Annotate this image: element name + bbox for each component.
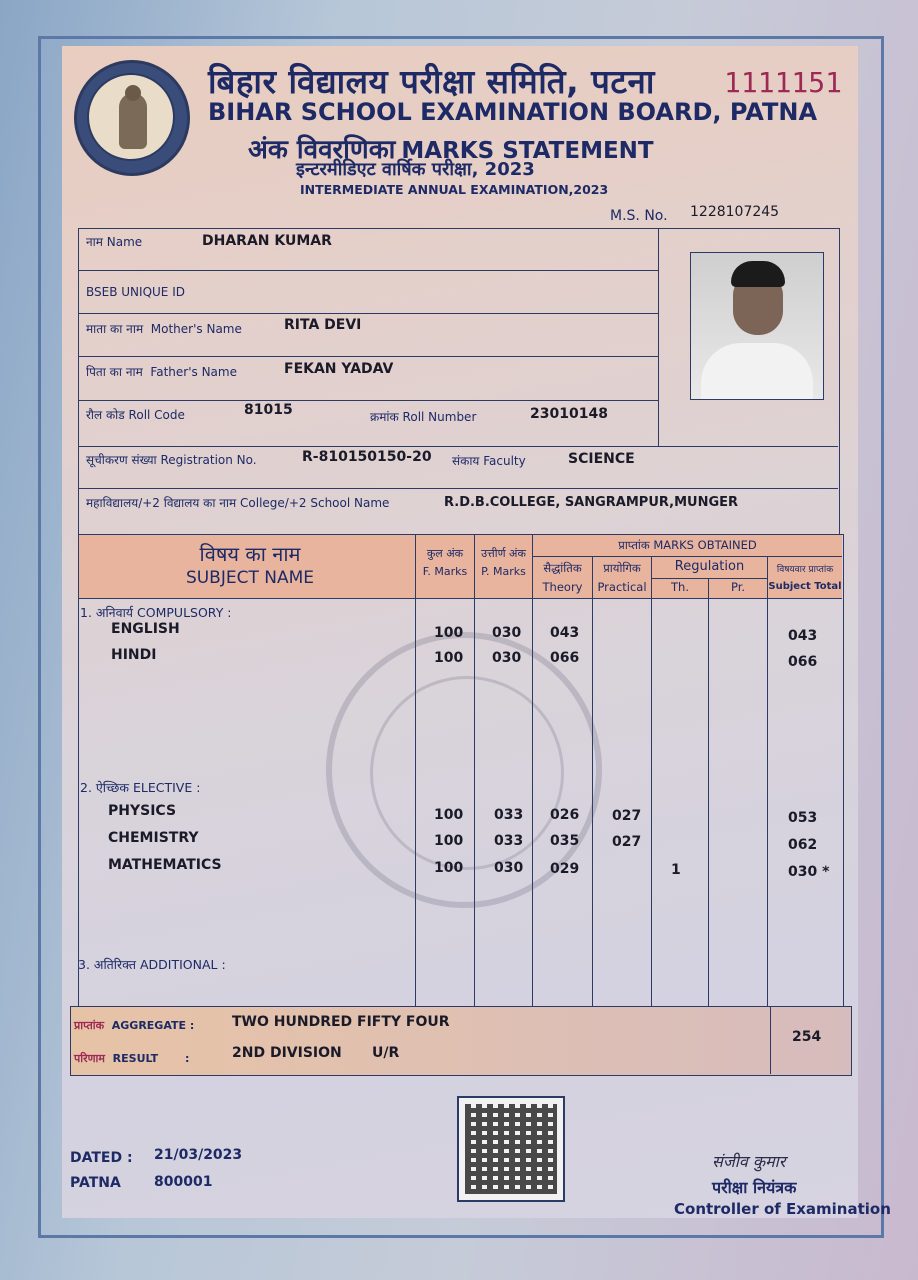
aggregate-total: 254: [792, 1029, 822, 1045]
practical-header-en: Practical: [597, 580, 647, 594]
subject-name-header-en: SUBJECT NAME: [185, 568, 315, 588]
place-label: PATNA: [70, 1175, 121, 1191]
ms-no-value: 1228107245: [690, 204, 780, 220]
pass-marks: 030: [494, 860, 524, 876]
marks-obtained-header: प्राप्तांक MARKS OBTAINED: [618, 538, 757, 552]
qr-code: [457, 1096, 565, 1202]
theory-header-en: Theory: [542, 580, 583, 594]
practical-marks: 027: [612, 808, 642, 824]
mother-name-label: माता का नाम Mother's Name: [86, 322, 242, 336]
subject-name: ENGLISH: [111, 621, 180, 637]
statement-title-hindi: अंक विवरणिका: [248, 135, 396, 165]
full-marks: 100: [434, 833, 464, 849]
uid-label: BSEB UNIQUE ID: [86, 285, 185, 299]
serial-number: 1111151: [724, 66, 843, 99]
theory-marks: 026: [550, 807, 580, 823]
theory-marks: 035: [550, 833, 580, 849]
board-seal-logo: [74, 60, 190, 176]
result-label: परिणाम RESULT :: [74, 1052, 190, 1065]
compulsory-section-label: 1. अनिवार्य COMPULSORY :: [80, 605, 232, 620]
student-name: DHARAN KUMAR: [202, 233, 332, 249]
controller-signature: संजीव कुमार: [712, 1152, 786, 1171]
board-name-hindi: बिहार विद्यालय परीक्षा समिति, पटना: [208, 62, 655, 101]
ms-no-label: M.S. No.: [610, 208, 668, 224]
issue-date: 21/03/2023: [154, 1147, 243, 1163]
subject-name: MATHEMATICS: [108, 857, 222, 873]
result-division: 2ND DIVISION: [232, 1045, 342, 1061]
subject-name-header-hi: विषय का नाम: [199, 542, 301, 566]
additional-section-label: 3. अतिरिक्त ADDITIONAL :: [78, 957, 226, 972]
full-marks-header-en: F. Marks: [422, 565, 468, 578]
registration-label: सूचीकरण संख्या Registration No.: [86, 453, 257, 467]
controller-title-english: Controller of Examination: [674, 1200, 891, 1218]
controller-title-hindi: परीक्षा नियंत्रक: [712, 1178, 797, 1197]
subject-total-header-hi: विषयवार प्राप्तांक: [776, 565, 834, 575]
regulation-theory-marks: 1: [671, 862, 681, 878]
theory-header-hi: सैद्धांतिक: [543, 561, 582, 575]
pass-marks: 030: [492, 625, 522, 641]
full-marks: 100: [434, 807, 464, 823]
subject-total: 030 *: [788, 864, 830, 880]
full-marks: 100: [434, 650, 464, 666]
board-name-english: BIHAR SCHOOL EXAMINATION BOARD, PATNA: [208, 98, 818, 126]
faculty-label: संकाय Faculty: [452, 454, 526, 468]
registration-number: R-810150150-20: [302, 449, 432, 465]
roll-number: 23010148: [530, 406, 608, 422]
full-marks: 100: [434, 860, 464, 876]
theory-marks: 066: [550, 650, 580, 666]
subject-name: CHEMISTRY: [108, 830, 199, 846]
pass-marks-header-en: P. Marks: [481, 565, 526, 578]
regulation-header: Regulation: [674, 559, 745, 574]
subject-name: HINDI: [111, 647, 157, 663]
college-label: महाविद्यालय/+2 विद्यालय का नाम College/+2 School Name: [86, 496, 390, 510]
mother-name: RITA DEVI: [284, 317, 362, 333]
subject-total: 066: [788, 654, 818, 670]
theory-marks: 043: [550, 625, 580, 641]
regulation-pr-header: Pr.: [730, 580, 746, 594]
pass-marks-header-hi: उत्तीर्ण अंक: [481, 547, 526, 560]
exam-name-hindi: इन्टरमीडिएट वार्षिक परीक्षा, 2023: [296, 159, 535, 180]
theory-marks: 029: [550, 861, 580, 877]
faculty: SCIENCE: [568, 451, 635, 467]
statement-title-english: MARKS STATEMENT: [401, 138, 654, 164]
subject-total: 053: [788, 810, 818, 826]
student-photo: [690, 252, 824, 400]
practical-header-hi: प्रायोगिक: [603, 561, 641, 575]
dated-label: DATED :: [70, 1150, 133, 1166]
aggregate-label: प्राप्तांक AGGREGATE :: [74, 1019, 195, 1032]
elective-section-label: 2. ऐच्छिक ELECTIVE :: [80, 780, 201, 795]
name-label: नाम Name: [86, 235, 143, 249]
regulation-th-header: Th.: [671, 580, 689, 594]
full-marks-header-hi: कुल अंक: [426, 547, 464, 560]
father-name-label: पिता का नाम Father's Name: [86, 365, 237, 379]
subject-total-header-en: Subject Total: [768, 581, 842, 592]
father-name: FEKAN YADAV: [284, 361, 394, 377]
practical-marks: 027: [612, 834, 642, 850]
college-name: R.D.B.COLLEGE, SANGRAMPUR,MUNGER: [444, 495, 739, 510]
result-code: U/R: [372, 1045, 400, 1061]
pass-marks: 033: [494, 833, 524, 849]
subject-name: PHYSICS: [108, 803, 177, 819]
exam-name-english: INTERMEDIATE ANNUAL EXAMINATION,2023: [300, 182, 609, 197]
place-pin: 800001: [154, 1174, 213, 1190]
roll-code-label: रौल कोड Roll Code: [86, 408, 185, 422]
subject-total: 062: [788, 837, 818, 853]
pass-marks: 030: [492, 650, 522, 666]
pass-marks: 033: [494, 807, 524, 823]
aggregate-in-words: TWO HUNDRED FIFTY FOUR: [232, 1014, 450, 1030]
roll-number-label: क्रमांक Roll Number: [370, 410, 477, 424]
roll-code: 81015: [244, 402, 293, 418]
full-marks: 100: [434, 625, 464, 641]
subject-total: 043: [788, 628, 818, 644]
